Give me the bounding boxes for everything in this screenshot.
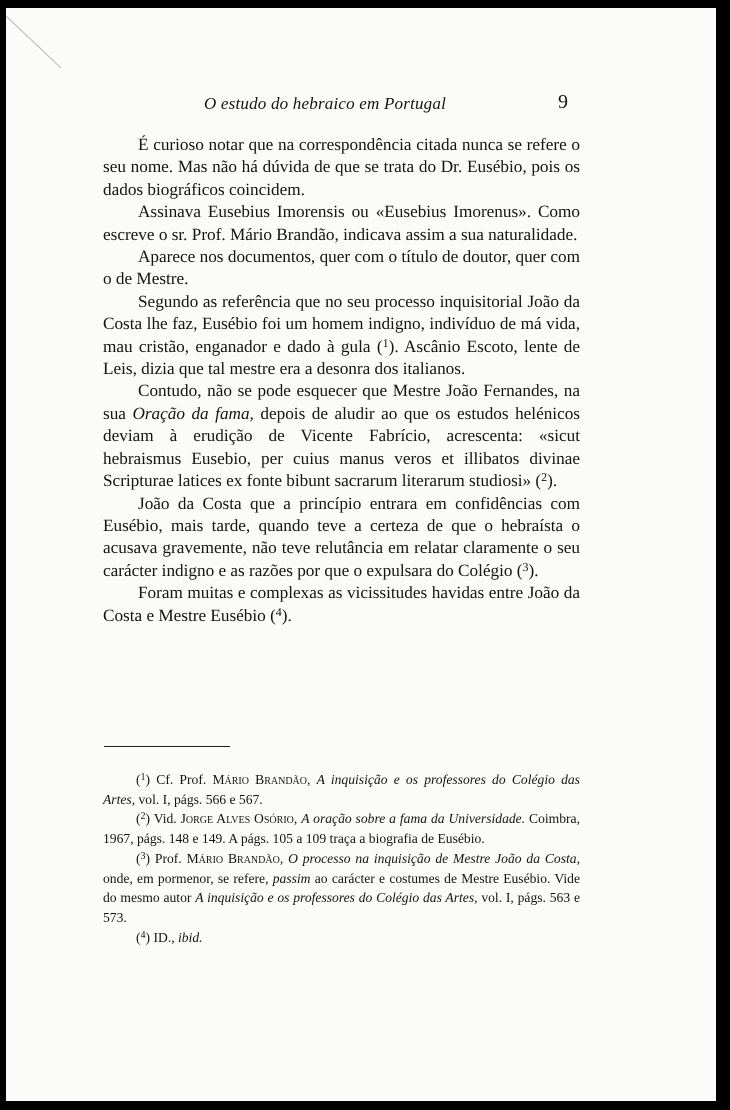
document-page bbox=[6, 8, 716, 1101]
footnote-2: ($^2$) Vid. Jorge Alves Osório, A oração sobre a fama da Universidade. Coimbra, 1967, págs. 148 e 149. A págs. 105 a 109 traça a biografia de Eusébio. bbox=[103, 811, 580, 847]
scan-corner-mark bbox=[6, 8, 66, 68]
paragraph-3: Aparece nos documentos, quer com o título de doutor, quer com o de Mestre. bbox=[103, 247, 580, 289]
footnote-ref-1: 1 bbox=[382, 335, 389, 350]
footnote-3: ($^3$) Prof. Mário Brandão, O processo na inquisição de Mestre João da Costa, onde, em pormenor, se refere, passim ao carácter e costumes de Mestre Eusébio. Vide do mesmo autor A inquisição e os professores do Colégio das Artes, vol. I, págs. 563 e 573. bbox=[103, 850, 581, 925]
footnote-ref-3: 3 bbox=[522, 559, 529, 574]
paragraph-4: Segundo as referência que no seu processo inquisitorial João da Costa lhe faz, Eusébio foi um homem indigno, indivíduo de má vida, mau cristão, enganador e dado à gula ($^1$). Ascânio Escoto, lente de Leis, dizia que tal mestre era a desonra dos italianos. bbox=[103, 291, 581, 379]
paragraph-2: Assinava Eusebius Imorensis ou «Eusebius Imorenus». Como escreve o sr. Prof. Mário Brandão, indicava assim a sua naturalidade. bbox=[103, 202, 580, 244]
italic-title: Oração da fama, bbox=[132, 403, 254, 423]
footnote-divider bbox=[104, 746, 230, 747]
page-number: 9 bbox=[558, 91, 568, 113]
footnote-1: ($^1$) Cf. Prof. Mário Brandão, A inquisição e os professores do Colégio das Artes, vol. I, págs. 566 e 567. bbox=[103, 772, 580, 807]
footnotes bbox=[103, 770, 580, 947]
footnote-ref-4: 4 bbox=[275, 604, 282, 619]
paragraph-7: Foram muitas e complexas as vicissitudes havidas entre João da Costa e Mestre Eusébio ($^4$). bbox=[103, 583, 580, 625]
paragraph-1: É curioso notar que na correspondência citada nunca se refere o seu nome. Mas não há dúvida de que se trata do Dr. Eusébio, pois os dados biográficos coincidem. bbox=[103, 135, 580, 199]
paragraph-6: João da Costa que a princípio entrara em confidências com Eusébio, mais tarde, quando teve a certeza de que o hebraísta o acusava gravemente, não teve relutância em relatar claramente o seu carácter indigno e as razões por que o expulsara do Colégio ($^3$). bbox=[103, 493, 580, 580]
running-title: O estudo do hebraico em Portugal bbox=[204, 94, 447, 113]
footnote-ref-2: 2 bbox=[541, 470, 548, 485]
body-text bbox=[103, 134, 580, 627]
footnote-4: ($^4$) ID., ibid. bbox=[136, 929, 203, 945]
paragraph-5: Contudo, não se pode esquecer que Mestre João Fernandes, na sua Oração da fama, depois de aludir ao que os estudos helénicos deviam à erudição de Vicente Fabrício, acrescenta: «sicut hebraismus Eusebio, per cuius manus veros et illibatos divinae Scripturae latices ex fonte bibunt sacrarum literarum studiosi» ($^2$). bbox=[103, 381, 580, 491]
